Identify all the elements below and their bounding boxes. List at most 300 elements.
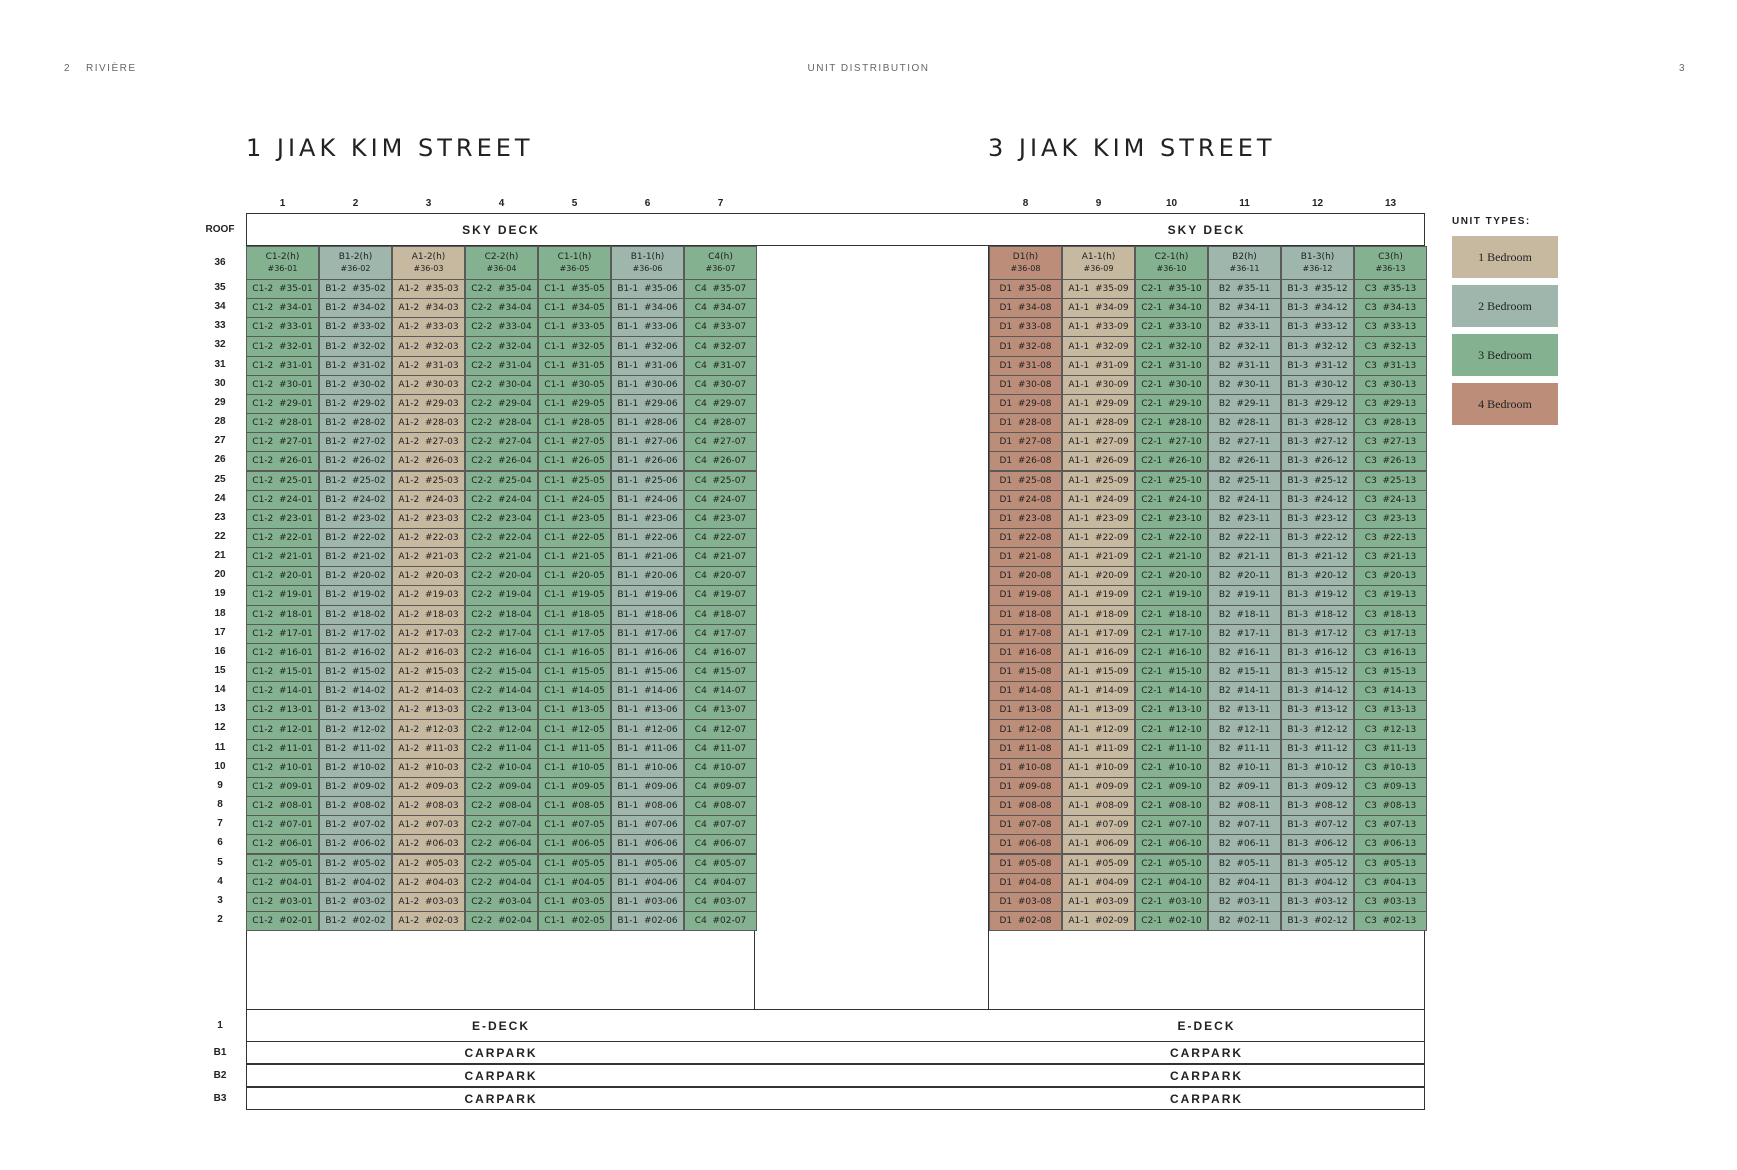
unit-cell[interactable]: A1-1 #17-09 [1062,624,1135,644]
unit-cell[interactable]: C1-1 #04-05 [538,873,611,893]
unit-cell[interactable]: B1-3 #32-12 [1281,336,1354,356]
unit-cell[interactable]: A1-2 #07-03 [392,815,465,835]
unit-cell[interactable]: B1-2 #07-02 [319,815,392,835]
unit-cell[interactable]: C3 #18-13 [1354,605,1427,625]
unit-cell[interactable]: B2 #21-11 [1208,547,1281,567]
unit-cell[interactable]: A1-2 #34-03 [392,298,465,318]
unit-cell[interactable]: C1-2 #12-01 [246,719,319,739]
unit-cell[interactable]: B2 #33-11 [1208,317,1281,337]
unit-cell[interactable]: C1-2 #05-01 [246,854,319,874]
unit-cell[interactable]: C2-2 #18-04 [465,605,538,625]
unit-cell[interactable]: C2-1 #13-10 [1135,700,1208,720]
unit-cell[interactable]: A1-1 #25-09 [1062,471,1135,491]
unit-cell[interactable]: A1-1 #28-09 [1062,413,1135,433]
unit-cell[interactable]: A1-1 #23-09 [1062,509,1135,529]
unit-cell[interactable]: C4 #25-07 [684,471,757,491]
unit-cell[interactable]: C1-2 #18-01 [246,605,319,625]
unit-cell[interactable]: C2-1 #04-10 [1135,873,1208,893]
unit-cell[interactable]: C2-1 #02-10 [1135,911,1208,931]
unit-cell[interactable]: C2-1 #15-10 [1135,662,1208,682]
unit-cell[interactable]: C4 #10-07 [684,758,757,778]
unit-cell[interactable]: B1-3 #03-12 [1281,892,1354,912]
unit-cell[interactable]: A1-2 #10-03 [392,758,465,778]
unit-cell[interactable]: B1-3 #20-12 [1281,566,1354,586]
unit-cell[interactable]: B1-2 #28-02 [319,413,392,433]
unit-cell[interactable]: A1-1 #03-09 [1062,892,1135,912]
unit-cell[interactable]: C1-2 #04-01 [246,873,319,893]
unit-cell[interactable]: A1-1 #10-09 [1062,758,1135,778]
unit-cell[interactable]: D1 #08-08 [989,796,1062,816]
unit-cell[interactable]: C1-2 #08-01 [246,796,319,816]
unit-cell[interactable]: C4 #12-07 [684,719,757,739]
unit-cell[interactable]: C4 #11-07 [684,739,757,759]
unit-cell[interactable]: B1-3 #12-12 [1281,719,1354,739]
unit-cell[interactable]: D1 #23-08 [989,509,1062,529]
unit-cell[interactable]: A1-2 #09-03 [392,777,465,797]
unit-cell[interactable]: B1-1 #10-06 [611,758,684,778]
unit-cell[interactable]: A1-2 #27-03 [392,432,465,452]
unit-cell[interactable]: C3 #17-13 [1354,624,1427,644]
unit-cell[interactable]: A1-1 #11-09 [1062,739,1135,759]
unit-cell[interactable]: C1-1 #09-05 [538,777,611,797]
unit-cell[interactable]: C3 #04-13 [1354,873,1427,893]
unit-cell[interactable]: C1-1 #22-05 [538,528,611,548]
unit-cell-penthouse[interactable] [392,246,465,280]
unit-cell[interactable]: A1-2 #05-03 [392,854,465,874]
unit-cell[interactable]: B2 #05-11 [1208,854,1281,874]
unit-cell-penthouse[interactable] [246,246,319,280]
unit-cell[interactable]: C3 #16-13 [1354,643,1427,663]
unit-cell[interactable]: C2-2 #27-04 [465,432,538,452]
unit-cell[interactable]: B2 #16-11 [1208,643,1281,663]
unit-cell[interactable]: C4 #14-07 [684,681,757,701]
unit-cell[interactable]: C4 #31-07 [684,356,757,376]
unit-cell[interactable]: C2-1 #33-10 [1135,317,1208,337]
unit-cell[interactable]: B1-1 #03-06 [611,892,684,912]
unit-cell-penthouse[interactable] [1062,246,1135,280]
unit-cell[interactable]: B1-2 #32-02 [319,336,392,356]
unit-cell[interactable]: B1-3 #16-12 [1281,643,1354,663]
unit-cell[interactable]: D1 #10-08 [989,758,1062,778]
unit-cell[interactable]: C3 #22-13 [1354,528,1427,548]
unit-cell[interactable]: A1-2 #02-03 [392,911,465,931]
unit-cell[interactable]: C2-2 #29-04 [465,394,538,414]
unit-cell[interactable]: D1 #09-08 [989,777,1062,797]
unit-cell[interactable]: C1-2 #25-01 [246,471,319,491]
unit-cell[interactable]: C1-1 #30-05 [538,375,611,395]
unit-cell[interactable]: B1-3 #04-12 [1281,873,1354,893]
unit-cell[interactable]: B1-1 #14-06 [611,681,684,701]
unit-cell[interactable]: C1-2 #11-01 [246,739,319,759]
unit-cell[interactable]: B1-3 #15-12 [1281,662,1354,682]
unit-cell[interactable]: B2 #11-11 [1208,739,1281,759]
unit-cell[interactable]: B1-3 #13-12 [1281,700,1354,720]
unit-cell[interactable]: C4 #27-07 [684,432,757,452]
unit-cell-penthouse[interactable] [989,246,1062,280]
unit-cell[interactable]: C1-1 #05-05 [538,854,611,874]
unit-cell[interactable]: A1-2 #18-03 [392,605,465,625]
unit-cell[interactable]: B2 #25-11 [1208,471,1281,491]
unit-cell[interactable]: B1-3 #34-12 [1281,298,1354,318]
unit-cell[interactable]: A1-1 #18-09 [1062,605,1135,625]
unit-cell[interactable]: D1 #17-08 [989,624,1062,644]
unit-cell[interactable]: C2-1 #16-10 [1135,643,1208,663]
unit-cell[interactable]: C3 #26-13 [1354,451,1427,471]
unit-cell[interactable]: C1-1 #25-05 [538,471,611,491]
unit-cell[interactable]: D1 #19-08 [989,585,1062,605]
unit-cell[interactable]: B1-3 #35-12 [1281,279,1354,299]
unit-cell[interactable]: C1-2 #35-01 [246,279,319,299]
unit-cell[interactable]: A1-2 #14-03 [392,681,465,701]
unit-cell[interactable]: C2-2 #06-04 [465,834,538,854]
unit-cell[interactable]: B2 #34-11 [1208,298,1281,318]
unit-cell[interactable]: A1-1 #14-09 [1062,681,1135,701]
unit-cell[interactable]: C4 #22-07 [684,528,757,548]
unit-cell[interactable]: C2-2 #05-04 [465,854,538,874]
unit-cell[interactable]: B1-1 #21-06 [611,547,684,567]
unit-cell[interactable]: C1-2 #10-01 [246,758,319,778]
unit-cell[interactable]: B2 #02-11 [1208,911,1281,931]
unit-cell[interactable]: C2-2 #35-04 [465,279,538,299]
unit-cell[interactable]: C2-1 #35-10 [1135,279,1208,299]
unit-cell[interactable]: C1-1 #23-05 [538,509,611,529]
unit-cell[interactable]: B1-3 #24-12 [1281,490,1354,510]
unit-cell[interactable]: C1-1 #21-05 [538,547,611,567]
unit-cell[interactable]: C4 #24-07 [684,490,757,510]
unit-cell[interactable]: A1-1 #27-09 [1062,432,1135,452]
unit-cell[interactable]: C2-1 #21-10 [1135,547,1208,567]
unit-cell[interactable]: B1-1 #16-06 [611,643,684,663]
unit-cell-penthouse[interactable] [1208,246,1281,280]
unit-cell[interactable]: A1-1 #19-09 [1062,585,1135,605]
unit-cell[interactable]: C4 #19-07 [684,585,757,605]
unit-cell[interactable]: B1-1 #18-06 [611,605,684,625]
unit-cell[interactable]: B1-2 #18-02 [319,605,392,625]
unit-cell[interactable]: C2-1 #22-10 [1135,528,1208,548]
unit-cell[interactable]: C1-2 #09-01 [246,777,319,797]
unit-cell[interactable]: B2 #27-11 [1208,432,1281,452]
unit-cell[interactable]: B2 #12-11 [1208,719,1281,739]
unit-cell[interactable]: A1-1 #26-09 [1062,451,1135,471]
unit-cell[interactable]: C1-2 #07-01 [246,815,319,835]
unit-cell[interactable]: B2 #22-11 [1208,528,1281,548]
unit-cell[interactable]: C3 #33-13 [1354,317,1427,337]
unit-cell[interactable]: B1-2 #22-02 [319,528,392,548]
unit-cell[interactable]: D1 #16-08 [989,643,1062,663]
unit-cell[interactable]: B2 #20-11 [1208,566,1281,586]
unit-cell[interactable]: C2-1 #09-10 [1135,777,1208,797]
unit-cell[interactable]: B1-3 #29-12 [1281,394,1354,414]
unit-cell[interactable]: C2-1 #18-10 [1135,605,1208,625]
unit-cell[interactable]: D1 #31-08 [989,356,1062,376]
unit-cell[interactable]: C2-2 #08-04 [465,796,538,816]
unit-cell[interactable]: C1-1 #07-05 [538,815,611,835]
unit-cell[interactable]: B2 #23-11 [1208,509,1281,529]
unit-cell[interactable]: C2-2 #21-04 [465,547,538,567]
unit-cell[interactable]: B1-3 #31-12 [1281,356,1354,376]
unit-cell[interactable]: D1 #04-08 [989,873,1062,893]
unit-cell[interactable]: D1 #22-08 [989,528,1062,548]
unit-cell[interactable]: C1-2 #14-01 [246,681,319,701]
unit-cell[interactable]: C1-2 #19-01 [246,585,319,605]
unit-cell[interactable]: D1 #25-08 [989,471,1062,491]
unit-cell[interactable]: B1-2 #20-02 [319,566,392,586]
unit-cell[interactable]: C3 #35-13 [1354,279,1427,299]
unit-cell[interactable]: B1-2 #12-02 [319,719,392,739]
unit-cell[interactable]: C4 #07-07 [684,815,757,835]
unit-cell[interactable]: A1-1 #32-09 [1062,336,1135,356]
unit-cell[interactable]: B1-1 #06-06 [611,834,684,854]
unit-cell[interactable]: A1-1 #07-09 [1062,815,1135,835]
unit-cell[interactable]: B1-2 #17-02 [319,624,392,644]
unit-cell[interactable]: C1-2 #22-01 [246,528,319,548]
unit-cell[interactable]: C2-2 #22-04 [465,528,538,548]
unit-cell[interactable]: C2-1 #30-10 [1135,375,1208,395]
unit-cell[interactable]: C4 #15-07 [684,662,757,682]
unit-cell[interactable]: B1-1 #26-06 [611,451,684,471]
unit-cell[interactable]: C3 #23-13 [1354,509,1427,529]
unit-cell[interactable]: C4 #18-07 [684,605,757,625]
unit-cell[interactable]: C1-1 #34-05 [538,298,611,318]
unit-cell[interactable]: C3 #34-13 [1354,298,1427,318]
unit-cell[interactable]: B1-2 #23-02 [319,509,392,529]
unit-cell[interactable]: B1-1 #31-06 [611,356,684,376]
unit-cell[interactable]: C2-2 #26-04 [465,451,538,471]
unit-cell[interactable]: B2 #18-11 [1208,605,1281,625]
unit-cell[interactable]: B1-2 #31-02 [319,356,392,376]
unit-cell[interactable]: D1 #05-08 [989,854,1062,874]
unit-cell[interactable]: B1-2 #05-02 [319,854,392,874]
unit-cell[interactable]: C2-2 #12-04 [465,719,538,739]
unit-cell[interactable]: A1-1 #20-09 [1062,566,1135,586]
unit-cell[interactable]: D1 #02-08 [989,911,1062,931]
unit-cell[interactable]: C1-1 #15-05 [538,662,611,682]
unit-cell[interactable]: C1-2 #30-01 [246,375,319,395]
unit-cell[interactable]: C3 #19-13 [1354,585,1427,605]
unit-cell[interactable]: C1-1 #33-05 [538,317,611,337]
unit-cell[interactable]: B1-3 #10-12 [1281,758,1354,778]
unit-cell[interactable]: B1-3 #28-12 [1281,413,1354,433]
unit-cell[interactable]: C3 #05-13 [1354,854,1427,874]
unit-cell[interactable]: D1 #12-08 [989,719,1062,739]
unit-cell[interactable]: A1-1 #13-09 [1062,700,1135,720]
unit-cell[interactable]: C2-2 #32-04 [465,336,538,356]
unit-cell[interactable]: D1 #03-08 [989,892,1062,912]
unit-cell[interactable]: B1-2 #08-02 [319,796,392,816]
unit-cell[interactable]: B2 #26-11 [1208,451,1281,471]
unit-cell[interactable]: C2-1 #32-10 [1135,336,1208,356]
unit-cell[interactable]: C1-2 #34-01 [246,298,319,318]
unit-cell[interactable]: B2 #06-11 [1208,834,1281,854]
unit-cell[interactable]: C2-1 #12-10 [1135,719,1208,739]
unit-cell[interactable]: C1-1 #24-05 [538,490,611,510]
unit-cell[interactable]: D1 #33-08 [989,317,1062,337]
unit-cell[interactable]: B1-1 #32-06 [611,336,684,356]
unit-cell[interactable]: C2-2 #03-04 [465,892,538,912]
unit-cell[interactable]: A1-1 #04-09 [1062,873,1135,893]
unit-cell[interactable]: A1-1 #30-09 [1062,375,1135,395]
unit-cell[interactable]: B2 #35-11 [1208,279,1281,299]
unit-cell[interactable]: B2 #04-11 [1208,873,1281,893]
unit-cell[interactable]: C3 #24-13 [1354,490,1427,510]
unit-cell[interactable]: C2-2 #13-04 [465,700,538,720]
unit-cell[interactable]: C3 #12-13 [1354,719,1427,739]
unit-cell[interactable]: B1-2 #14-02 [319,681,392,701]
unit-cell[interactable]: C2-2 #31-04 [465,356,538,376]
unit-cell[interactable]: B1-1 #25-06 [611,471,684,491]
unit-cell[interactable]: D1 #11-08 [989,739,1062,759]
unit-cell[interactable]: B1-3 #30-12 [1281,375,1354,395]
unit-cell[interactable]: C1-1 #27-05 [538,432,611,452]
unit-cell[interactable]: B1-1 #17-06 [611,624,684,644]
unit-cell[interactable]: B1-3 #08-12 [1281,796,1354,816]
unit-cell[interactable]: C4 #23-07 [684,509,757,529]
unit-cell[interactable]: B1-1 #34-06 [611,298,684,318]
unit-cell[interactable]: A1-2 #11-03 [392,739,465,759]
unit-cell[interactable]: A1-2 #04-03 [392,873,465,893]
unit-cell[interactable]: C2-1 #24-10 [1135,490,1208,510]
unit-cell[interactable]: C4 #08-07 [684,796,757,816]
unit-cell[interactable]: C2-2 #17-04 [465,624,538,644]
unit-cell[interactable]: B1-3 #11-12 [1281,739,1354,759]
unit-cell[interactable]: C1-1 #29-05 [538,394,611,414]
unit-cell[interactable]: C1-2 #23-01 [246,509,319,529]
unit-cell[interactable]: C1-2 #27-01 [246,432,319,452]
unit-cell[interactable]: C2-2 #04-04 [465,873,538,893]
unit-cell[interactable]: A1-2 #32-03 [392,336,465,356]
unit-cell[interactable]: C2-1 #29-10 [1135,394,1208,414]
unit-cell[interactable]: A1-2 #03-03 [392,892,465,912]
unit-cell[interactable]: C1-2 #20-01 [246,566,319,586]
unit-cell[interactable]: B1-2 #24-02 [319,490,392,510]
unit-cell[interactable]: B1-3 #33-12 [1281,317,1354,337]
unit-cell[interactable]: C1-1 #03-05 [538,892,611,912]
unit-cell[interactable]: B1-3 #25-12 [1281,471,1354,491]
unit-cell[interactable]: B1-1 #19-06 [611,585,684,605]
unit-cell[interactable]: B1-1 #22-06 [611,528,684,548]
unit-cell[interactable]: B1-1 #04-06 [611,873,684,893]
unit-cell[interactable]: C4 #34-07 [684,298,757,318]
unit-cell[interactable]: C1-1 #26-05 [538,451,611,471]
unit-cell[interactable]: C2-2 #16-04 [465,643,538,663]
unit-cell[interactable]: C3 #10-13 [1354,758,1427,778]
unit-cell[interactable]: C1-1 #12-05 [538,719,611,739]
unit-cell[interactable]: C3 #08-13 [1354,796,1427,816]
unit-cell[interactable]: B1-3 #05-12 [1281,854,1354,874]
unit-cell[interactable]: B1-1 #33-06 [611,317,684,337]
unit-cell[interactable]: C1-1 #08-05 [538,796,611,816]
unit-cell[interactable]: B1-3 #17-12 [1281,624,1354,644]
unit-cell[interactable]: A1-2 #26-03 [392,451,465,471]
unit-cell[interactable]: A1-1 #35-09 [1062,279,1135,299]
unit-cell[interactable]: B1-3 #09-12 [1281,777,1354,797]
unit-cell[interactable]: C3 #31-13 [1354,356,1427,376]
unit-cell[interactable]: C4 #20-07 [684,566,757,586]
unit-cell[interactable]: C1-1 #11-05 [538,739,611,759]
unit-cell[interactable]: A1-2 #20-03 [392,566,465,586]
unit-cell[interactable]: C1-2 #15-01 [246,662,319,682]
unit-cell[interactable]: B1-3 #26-12 [1281,451,1354,471]
unit-cell[interactable]: D1 #26-08 [989,451,1062,471]
unit-cell[interactable]: C3 #21-13 [1354,547,1427,567]
unit-cell[interactable]: B1-1 #12-06 [611,719,684,739]
unit-cell[interactable]: C1-2 #16-01 [246,643,319,663]
unit-cell[interactable]: B2 #03-11 [1208,892,1281,912]
unit-cell[interactable]: C4 #30-07 [684,375,757,395]
unit-cell[interactable]: B2 #08-11 [1208,796,1281,816]
unit-cell[interactable]: B2 #09-11 [1208,777,1281,797]
unit-cell[interactable]: B1-1 #05-06 [611,854,684,874]
unit-cell[interactable]: C1-1 #17-05 [538,624,611,644]
unit-cell[interactable]: C1-2 #21-01 [246,547,319,567]
unit-cell[interactable]: B1-1 #29-06 [611,394,684,414]
unit-cell[interactable]: B1-1 #24-06 [611,490,684,510]
unit-cell[interactable]: A1-2 #13-03 [392,700,465,720]
unit-cell[interactable]: C1-1 #14-05 [538,681,611,701]
unit-cell[interactable]: C2-1 #23-10 [1135,509,1208,529]
unit-cell[interactable]: B2 #19-11 [1208,585,1281,605]
unit-cell[interactable]: B1-3 #07-12 [1281,815,1354,835]
unit-cell[interactable]: C4 #35-07 [684,279,757,299]
unit-cell[interactable]: C1-2 #02-01 [246,911,319,931]
unit-cell[interactable]: B1-2 #03-02 [319,892,392,912]
unit-cell[interactable]: C2-1 #10-10 [1135,758,1208,778]
unit-cell[interactable]: B2 #28-11 [1208,413,1281,433]
unit-cell[interactable]: A1-2 #33-03 [392,317,465,337]
unit-cell[interactable]: B1-2 #13-02 [319,700,392,720]
unit-cell[interactable]: C3 #20-13 [1354,566,1427,586]
unit-cell[interactable]: C4 #13-07 [684,700,757,720]
unit-cell[interactable]: B1-2 #04-02 [319,873,392,893]
unit-cell[interactable]: C1-2 #17-01 [246,624,319,644]
unit-cell[interactable]: A1-1 #12-09 [1062,719,1135,739]
unit-cell[interactable]: A1-2 #19-03 [392,585,465,605]
unit-cell[interactable]: B1-1 #08-06 [611,796,684,816]
unit-cell[interactable]: C1-2 #33-01 [246,317,319,337]
unit-cell[interactable]: C3 #29-13 [1354,394,1427,414]
unit-cell[interactable]: A1-2 #15-03 [392,662,465,682]
unit-cell[interactable]: A1-2 #22-03 [392,528,465,548]
unit-cell[interactable]: C3 #02-13 [1354,911,1427,931]
unit-cell[interactable]: A1-1 #16-09 [1062,643,1135,663]
unit-cell[interactable]: C1-1 #28-05 [538,413,611,433]
unit-cell[interactable]: A1-1 #22-09 [1062,528,1135,548]
unit-cell[interactable]: B2 #29-11 [1208,394,1281,414]
unit-cell[interactable]: B2 #14-11 [1208,681,1281,701]
unit-cell-penthouse[interactable] [1135,246,1208,280]
unit-cell[interactable]: A1-2 #30-03 [392,375,465,395]
unit-cell[interactable]: C4 #04-07 [684,873,757,893]
unit-cell[interactable]: C4 #06-07 [684,834,757,854]
unit-cell[interactable]: B1-2 #09-02 [319,777,392,797]
unit-cell[interactable]: A1-1 #02-09 [1062,911,1135,931]
unit-cell[interactable]: D1 #24-08 [989,490,1062,510]
unit-cell[interactable]: C2-2 #20-04 [465,566,538,586]
unit-cell[interactable]: D1 #20-08 [989,566,1062,586]
unit-cell[interactable]: D1 #32-08 [989,336,1062,356]
unit-cell[interactable]: C2-1 #31-10 [1135,356,1208,376]
unit-cell[interactable]: C4 #05-07 [684,854,757,874]
unit-cell[interactable]: B2 #15-11 [1208,662,1281,682]
unit-cell[interactable]: D1 #29-08 [989,394,1062,414]
unit-cell[interactable]: C1-1 #31-05 [538,356,611,376]
unit-cell-penthouse[interactable] [319,246,392,280]
unit-cell[interactable]: B1-1 #20-06 [611,566,684,586]
unit-cell[interactable]: A1-1 #06-09 [1062,834,1135,854]
unit-cell[interactable]: B1-3 #18-12 [1281,605,1354,625]
unit-cell[interactable]: B1-1 #23-06 [611,509,684,529]
unit-cell[interactable]: D1 #07-08 [989,815,1062,835]
